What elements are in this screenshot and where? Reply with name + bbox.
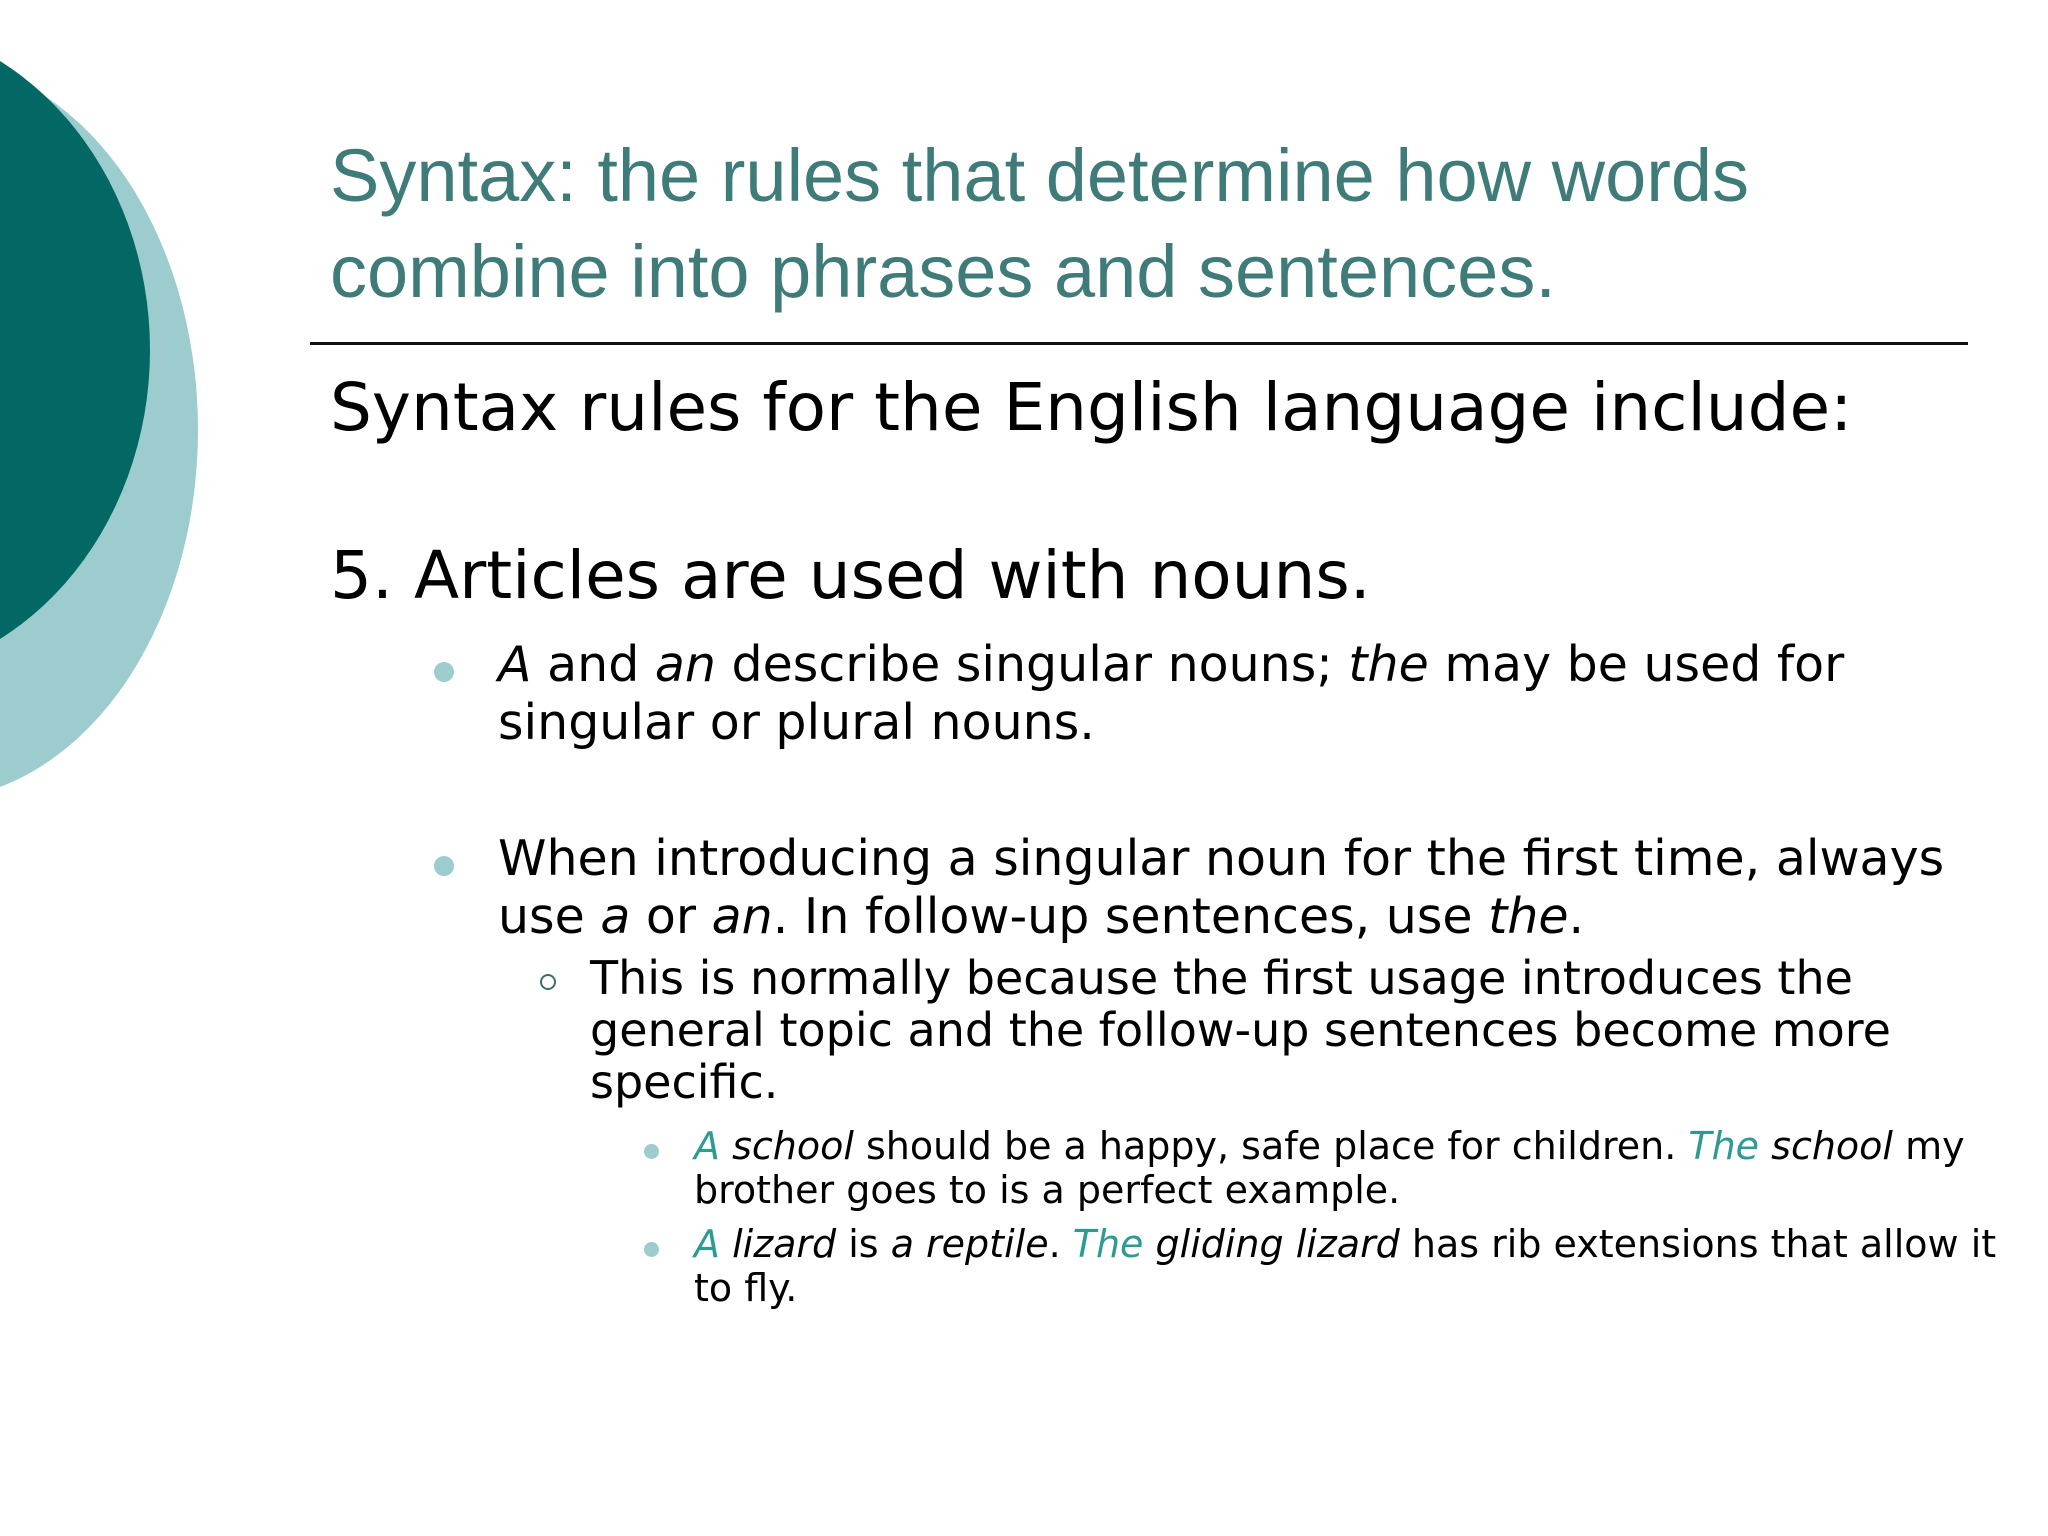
bullet-dot: [434, 662, 454, 682]
article-highlight: The: [1072, 1222, 1144, 1266]
text-segment: When introducing a singular noun for the first time, always use: [498, 830, 1945, 945]
text-segment: .: [1568, 888, 1585, 945]
word-the: the: [1348, 636, 1429, 693]
intro-text: Syntax rules for the English language include:: [330, 369, 1853, 446]
slide-body: [330, 360, 2010, 1310]
example-school: [694, 1124, 2010, 1212]
slide-title-line-1: Syntax: the rules that determine how words: [330, 134, 1750, 217]
slide-title-line-2: combine into phrases and sentences.: [330, 230, 1556, 313]
text-segment: may be used for singular or plural nouns.: [498, 636, 1845, 751]
bullet-ring: [540, 974, 556, 990]
title-divider: [310, 342, 1968, 345]
noun-italic: school: [720, 1124, 854, 1168]
phrase-italic: a reptile: [890, 1222, 1049, 1266]
bullet-dot: [434, 856, 454, 876]
noun-italic: gliding lizard: [1143, 1222, 1400, 1266]
text-segment: and: [531, 636, 655, 693]
example-lizard: [694, 1222, 2010, 1310]
text-segment: my brother goes to is a perfect example.: [694, 1124, 1965, 1212]
noun-italic: lizard: [720, 1222, 837, 1266]
text-segment: has rib extensions that allow it to fly.: [694, 1222, 1997, 1310]
text-segment: . In follow-up sentences, use: [772, 888, 1489, 945]
word-a: a: [600, 888, 631, 945]
rule-heading: 5. Articles are used with nouns.: [330, 537, 1371, 614]
word-an: an: [711, 888, 773, 945]
sub-bullet-text: This is normally because the first usage introduces the general topic and the follow-up sentences become more specific.: [590, 951, 1891, 1109]
bullet-articles-singular-plural: [498, 636, 2010, 752]
noun-italic: school: [1759, 1124, 1893, 1168]
text-segment: .: [1048, 1222, 1073, 1266]
article-highlight: The: [1688, 1124, 1760, 1168]
word-an: an: [654, 636, 716, 693]
text-segment: should be a happy, safe place for children.: [853, 1124, 1689, 1168]
bullet-dot: [644, 1144, 659, 1159]
word-a: A: [498, 636, 532, 693]
bullet-introducing-nouns: [498, 830, 2010, 946]
text-segment: or: [630, 888, 712, 945]
sub-bullet-explanation: [590, 952, 2010, 1108]
article-highlight: A: [694, 1222, 720, 1266]
article-highlight: A: [694, 1124, 720, 1168]
text-segment: is: [836, 1222, 891, 1266]
word-the: the: [1488, 888, 1569, 945]
text-segment: describe singular nouns;: [715, 636, 1349, 693]
bullet-dot: [644, 1242, 659, 1257]
slide-title: [330, 128, 1970, 320]
